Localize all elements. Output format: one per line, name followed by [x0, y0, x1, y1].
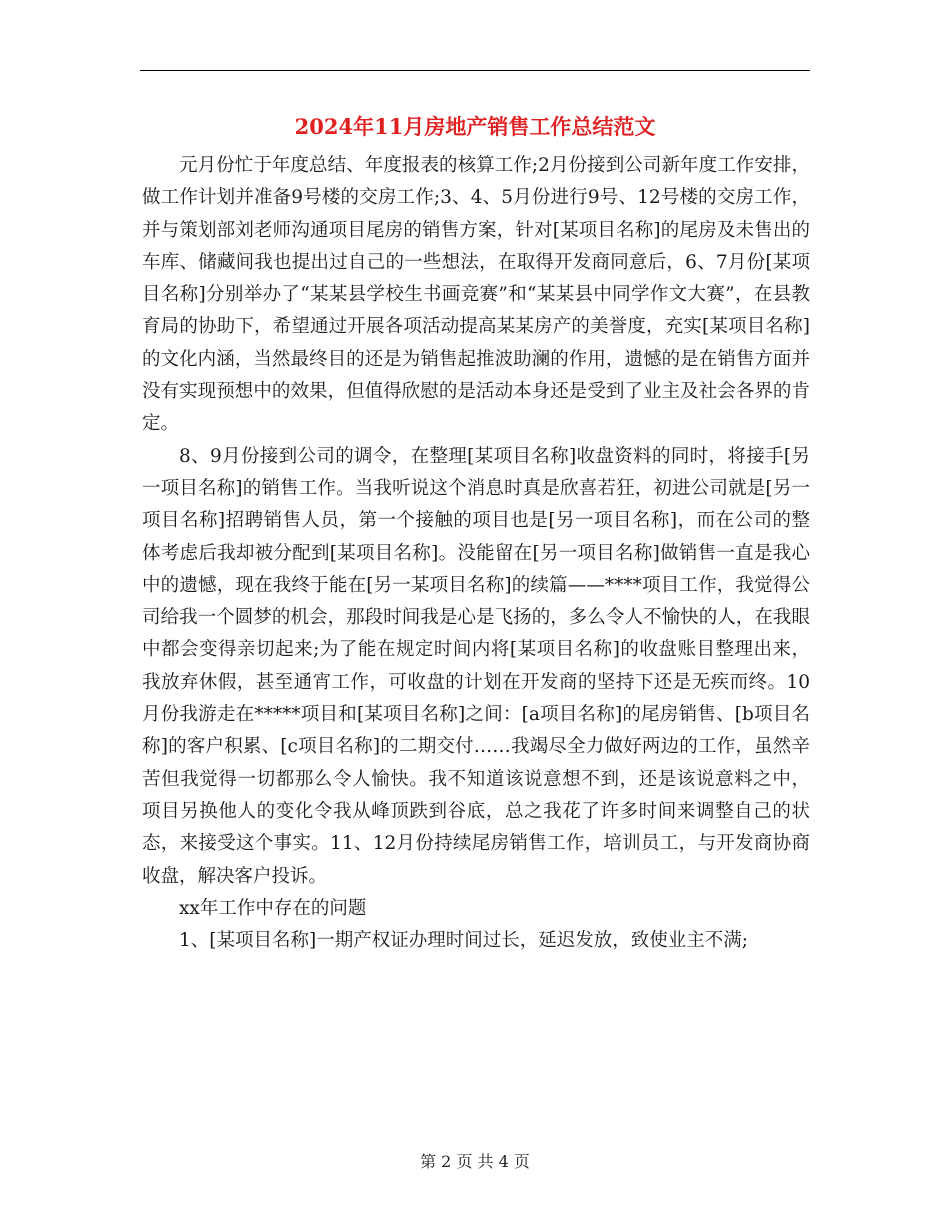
- paragraph-1: 元月份忙于年度总结、年度报表的核算工作;2月份接到公司新年度工作安排，做工作计划并准备9号楼的交房工作;3、4、5月份进行9号、12号楼的交房工作，并与策划部刘老师沟通项目尾房的销售方案，针对[某项目名称]的尾房及未售出的车库、储藏间我也提出过自己的一些想法，在取得开发商同意后，6、7月份[某项目名称]分别举办了“某某县学校生书画竞赛”和“某某县中同学作文大赛”，在县教育局的协助下，希望通过开展各项活动提高某某房产的美誉度，充实[某项目名称]的文化内涵，当然最终目的还是为销售起推波助澜的作用，遗憾的是在销售方面并没有实现预想中的效果，但值得欣慰的是活动本身还是受到了业主及社会各界的肯定。: [142, 155, 810, 435]
- paragraph-problem-1: 1、[某项目名称]一期产权证办理时间过长，延迟发放，致使业主不满;: [179, 930, 748, 952]
- section-heading-problems: xx年工作中存在的问题: [179, 897, 367, 919]
- document-body: [142, 150, 810, 957]
- document-title: 2024年11月房地产销售工作总结范文: [294, 114, 656, 139]
- paragraph-2: 8、9月份接到公司的调令，在整理[某项目名称]收盘资料的同时，将接手[另一项目名称]的销售工作。当我听说这个消息时真是欣喜若狂，初进公司就是[另一项目名称]招聘销售人员，第一个接触的项目也是[另一项目名称]，而在公司的整体考虑后我却被分配到[某项目名称]。没能留在[另一项目名称]做销售一直是我心中的遗憾，现在我终于能在[另一某项目名称]的续篇——****项目工作，我觉得公司给我一个圆梦的机会，那段时间我是心是飞扬的，多么令人不愉快的人，在我眼中都会变得亲切起来;为了能在规定时间内将[某项目名称]的收盘账目整理出来，我放弃休假，甚至通宵工作，可收盘的计划在开发商的坚持下还是无疾而终。10月份我游走在*****项目和[某项目名称]之间：[a项目名称]的尾房销售、[b项目名称]的客户积累、[c项目名称]的二期交付……我竭尽全力做好两边的工作，虽然辛苦但我觉得一切都那么令人愉快。我不知道该说意想不到，还是该说意料之中， 项目另换他人的变化令我从峰顶跌到谷底，总之我花了许多时间来调整自己的状态，来接受这个事实。11、12月份持续尾房销售工作，培训员工，与开发商协商收盘，解决客户投诉。: [142, 445, 810, 887]
- page-number: 第 2 页 共 4 页: [420, 1152, 530, 1171]
- header-rule: [140, 70, 810, 71]
